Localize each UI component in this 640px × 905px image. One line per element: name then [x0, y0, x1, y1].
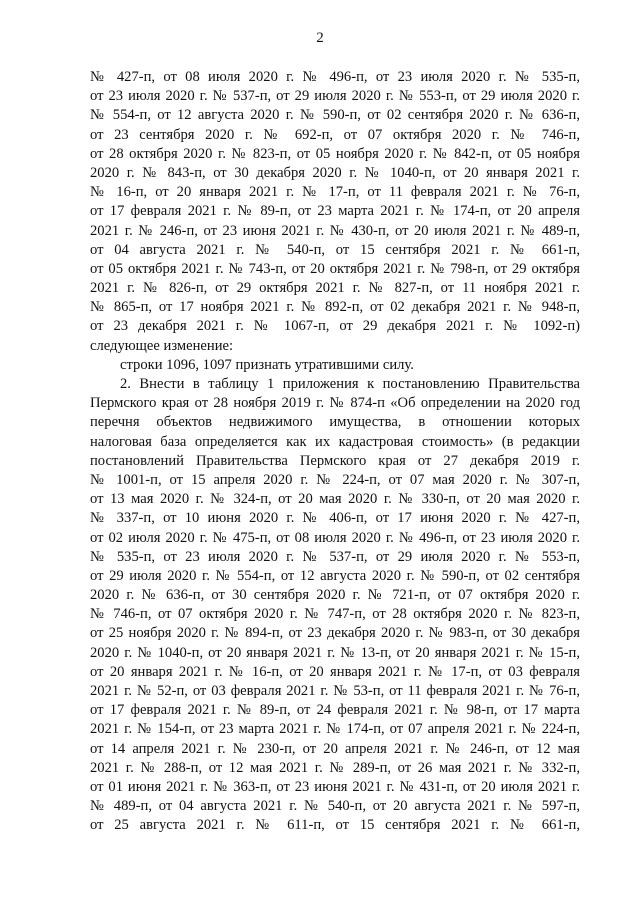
text-line: Пермского края от 28 ноября 2019 г. № 874-п «Об определении на 2020 год: [90, 395, 580, 412]
text-line: № 746-п, от 07 октября 2020 г. № 747-п, от 28 октября 2020 г. № 823-п,: [90, 606, 580, 623]
text-line: следующее изменение:: [90, 337, 234, 354]
text-line: 2. Внести в таблицу 1 приложения к постановлению Правительства: [120, 376, 580, 392]
text-line: от 25 ноября 2020 г. № 894-п, от 23 декабря 2020 г. № 983-п, от 30 декабря: [90, 625, 580, 642]
text-line: 2020 г. № 843-п, от 30 декабря 2020 г. № 1040-п, от 20 января 2021 г.: [90, 164, 580, 181]
text-line: от 13 мая 2020 г. № 324-п, от 20 мая 2020 г. № 330-п, от 20 мая 2020 г.: [90, 491, 580, 508]
text-line: от 04 августа 2021 г. № 540-п, от 15 сентября 2021 г. № 661-п,: [90, 241, 580, 258]
text-line: строки 1096, 1097 признать утратившими силу.: [120, 356, 414, 373]
text-line: № 865-п, от 17 ноября 2021 г. № 892-п, от 02 декабря 2021 г. № 948-п,: [90, 299, 580, 316]
text-line: № 554-п, от 12 августа 2020 г. № 590-п, от 02 сентября 2020 г. № 636-п,: [90, 107, 580, 124]
text-line: № 427-п, от 08 июля 2020 г. № 496-п, от 23 июля 2020 г. № 535-п,: [90, 69, 580, 85]
text-line: 2021 г. № 246-п, от 23 июня 2021 г. № 430-п, от 20 июля 2021 г. № 489-п,: [90, 222, 580, 239]
text-line: от 02 июля 2020 г. № 475-п, от 08 июля 2020 г. № 496-п, от 23 июля 2020 г.: [90, 529, 580, 546]
text-line: от 25 августа 2021 г. № 611-п, от 15 сентября 2021 г. № 661-п,: [90, 817, 580, 834]
text-line: налоговая база определяется как их кадастровая стоимость» (в редакции: [90, 433, 580, 450]
text-line: от 23 декабря 2021 г. № 1067-п, от 29 декабря 2021 г. № 1092-п): [90, 318, 580, 335]
text-line: 2020 г. № 636-п, от 30 сентября 2020 г. № 721-п, от 07 октября 2020 г.: [90, 587, 580, 604]
text-line: № 535-п, от 23 июля 2020 г. № 537-п, от 29 июля 2020 г. № 553-п,: [90, 548, 580, 565]
text-line: от 17 февраля 2021 г. № 89-п, от 24 февраля 2021 г. № 98-п, от 17 марта: [90, 702, 580, 719]
text-line: от 01 июня 2021 г. № 363-п, от 23 июня 2021 г. № 431-п, от 20 июля 2021 г.: [90, 778, 580, 795]
text-line: от 14 апреля 2021 г. № 230-п, от 20 апреля 2021 г. № 246-п, от 12 мая: [90, 740, 580, 757]
text-line: 2021 г. № 154-п, от 23 марта 2021 г. № 174-п, от 07 апреля 2021 г. № 224-п,: [90, 721, 580, 738]
text-line: от 05 октября 2021 г. № 743-п, от 20 октября 2021 г. № 798-п, от 29 октября: [90, 260, 580, 277]
text-line: 2021 г. № 52-п, от 03 февраля 2021 г. № 53-п, от 11 февраля 2021 г. № 76-п,: [90, 683, 580, 699]
text-line: № 1001-п, от 15 апреля 2020 г. № 224-п, от 07 мая 2020 г. № 307-п,: [90, 471, 580, 488]
text-line: от 23 июля 2020 г. № 537-п, от 29 июля 2020 г. № 553-п, от 29 июля 2020 г.: [90, 88, 580, 105]
text-line: № 489-п, от 04 августа 2021 г. № 540-п, от 20 августа 2021 г. № 597-п,: [90, 798, 580, 815]
text-line: № 16-п, от 20 января 2021 г. № 17-п, от 11 февраля 2021 г. № 76-п,: [90, 184, 580, 201]
text-line: от 17 февраля 2021 г. № 89-п, от 23 марта 2021 г. № 174-п, от 20 апреля: [90, 203, 580, 220]
text-line: от 23 сентября 2020 г. № 692-п, от 07 октября 2020 г. № 746-п,: [90, 126, 580, 143]
page-number: 2: [316, 30, 324, 46]
text-line: от 29 июля 2020 г. № 554-п, от 12 августа 2020 г. № 590-п, от 02 сентября: [90, 567, 580, 584]
document-body: [90, 68, 580, 836]
text-line: 2020 г. № 1040-п, от 20 января 2021 г. № 13-п, от 20 января 2021 г. № 15-п,: [90, 644, 580, 661]
text-line: 2021 г. № 288-п, от 12 мая 2021 г. № 289-п, от 26 мая 2021 г. № 332-п,: [90, 759, 580, 776]
text-line: постановлений Правительства Пермского края от 27 декабря 2019 г.: [90, 452, 580, 469]
text-line: № 337-п, от 10 июня 2020 г. № 406-п, от 17 июня 2020 г. № 427-п,: [90, 510, 580, 527]
text-line: от 28 октября 2020 г. № 823-п, от 05 ноября 2020 г. № 842-п, от 05 ноября: [90, 145, 580, 162]
text-line: 2021 г. № 826-п, от 29 октября 2021 г. № 827-п, от 11 ноября 2021 г.: [90, 280, 580, 297]
text-line: от 20 января 2021 г. № 16-п, от 20 января 2021 г. № 17-п, от 03 февраля: [90, 663, 580, 680]
text-line: перечня объектов недвижимого имущества, в отношении которых: [90, 414, 580, 431]
